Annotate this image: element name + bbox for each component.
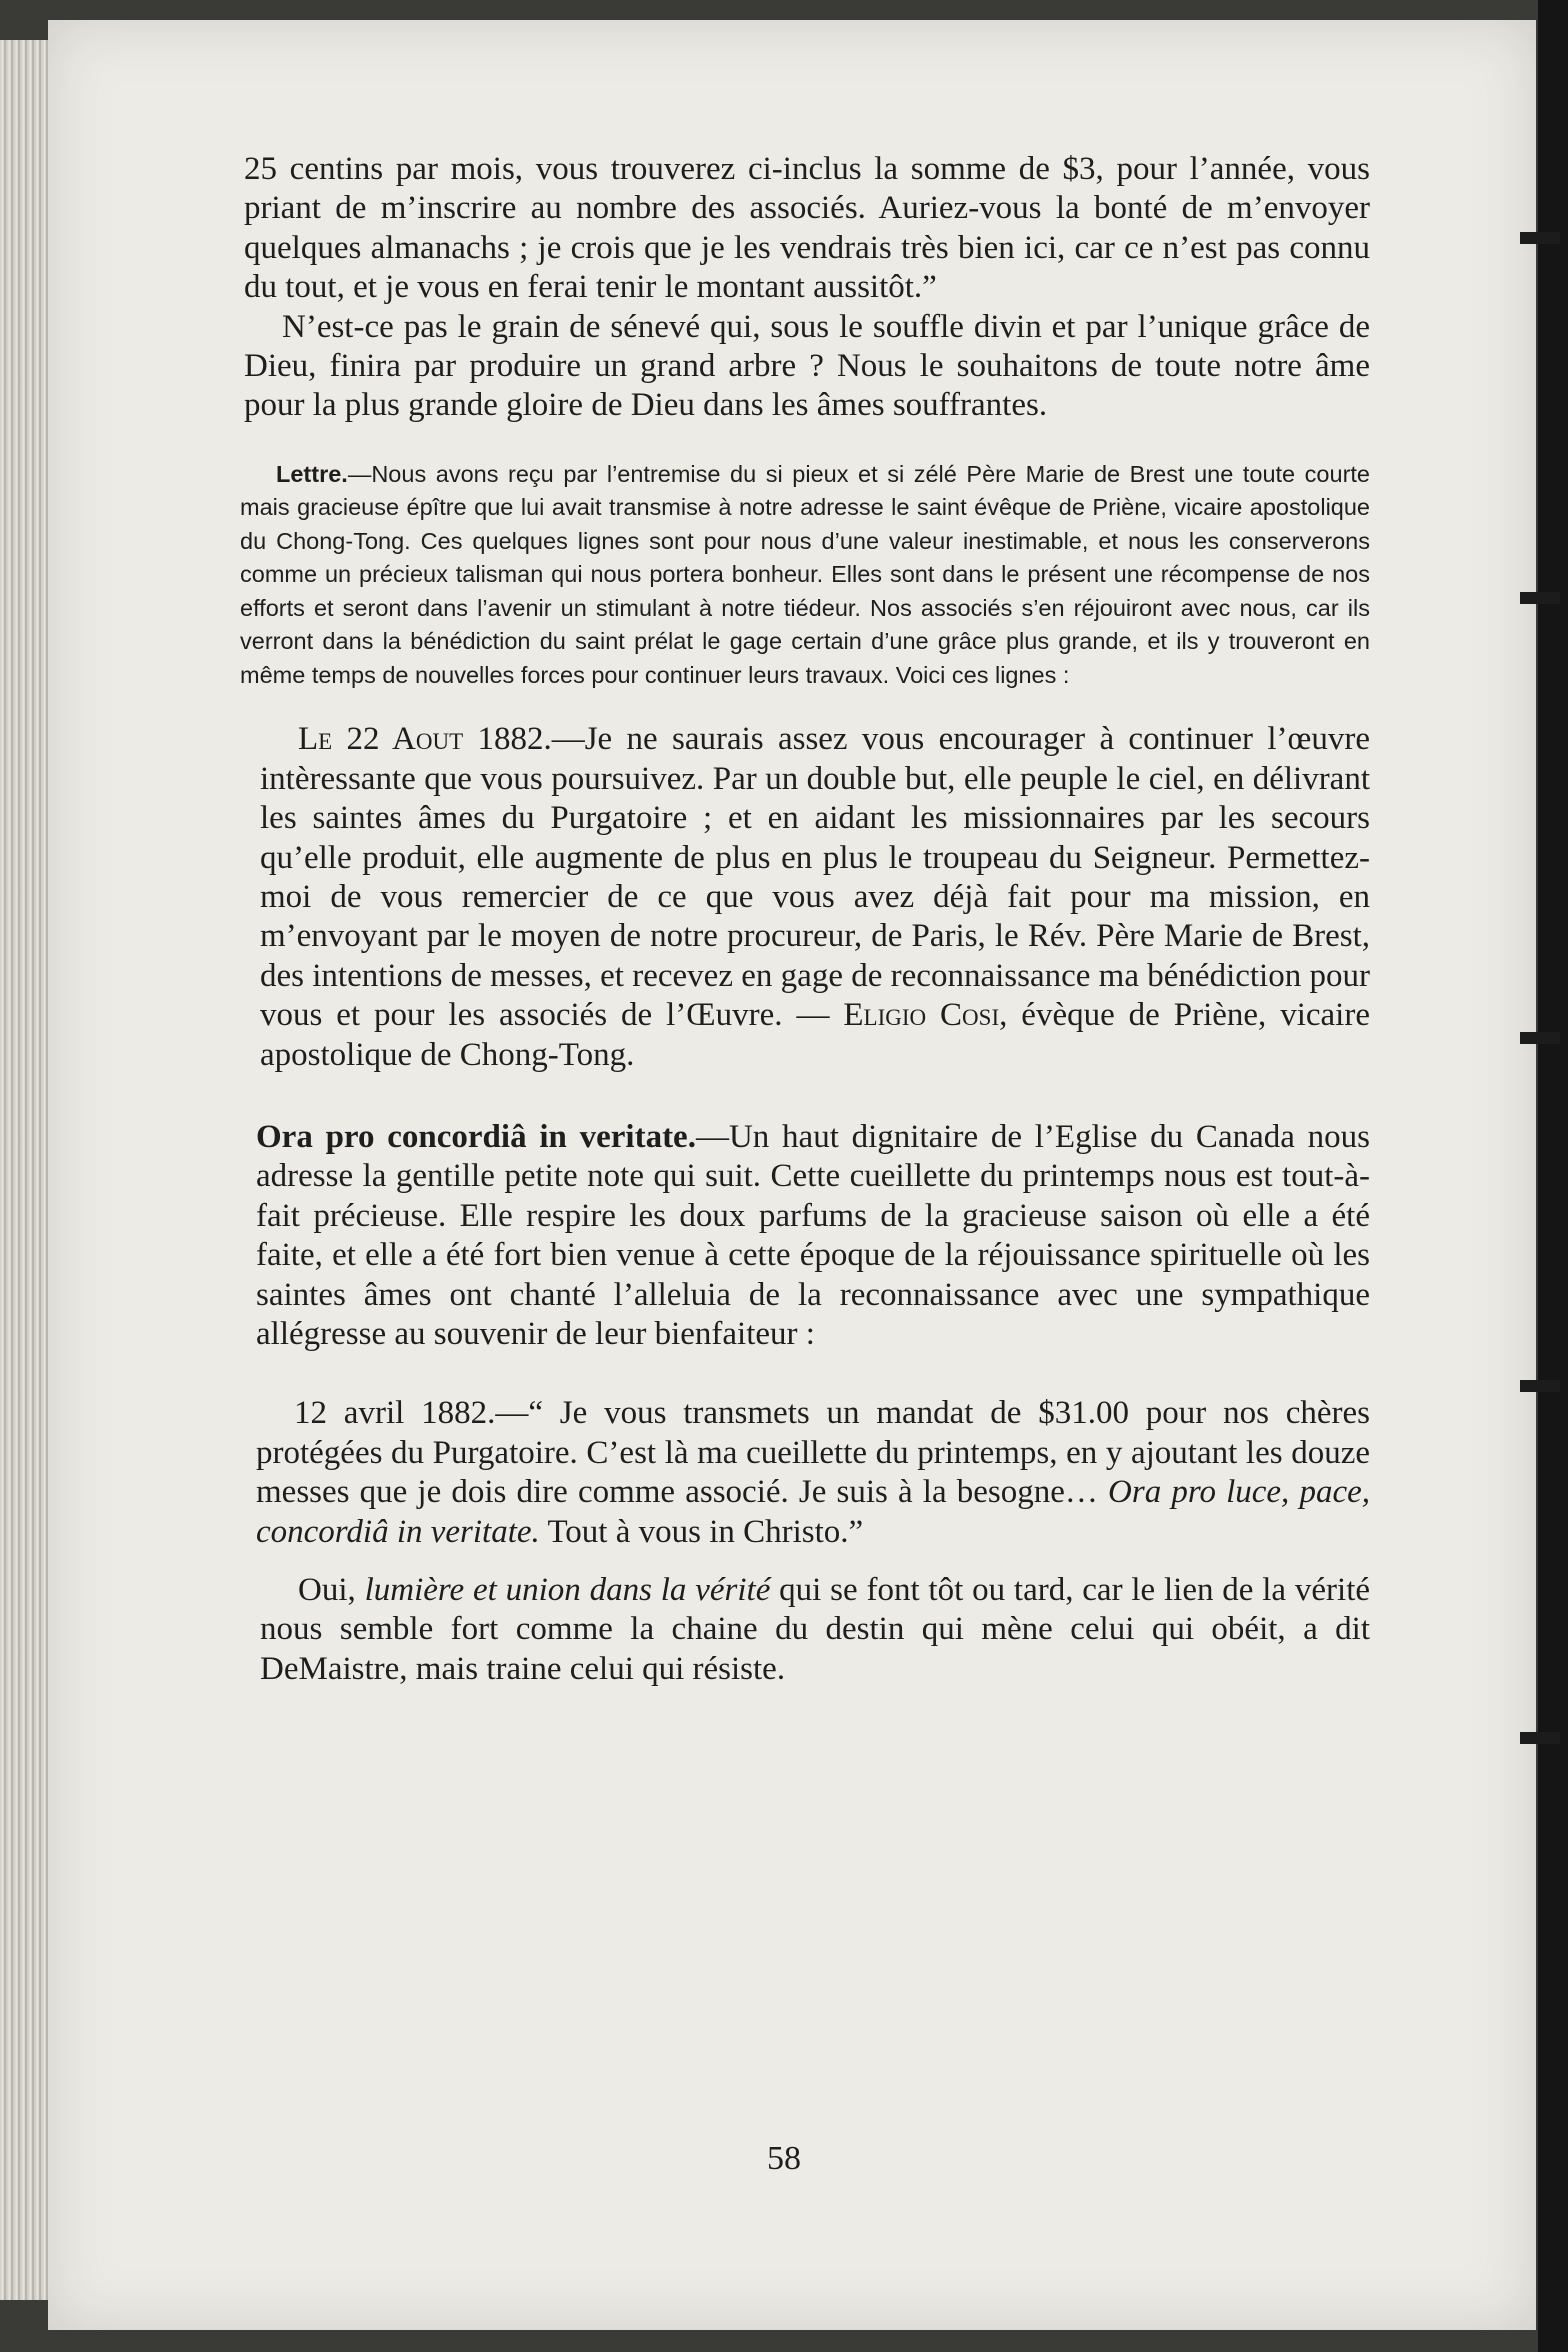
page-text bbox=[190, 150, 1370, 1689]
page-marker bbox=[1520, 1380, 1560, 1392]
page-marker bbox=[1520, 1732, 1560, 1744]
letter-signature: Eligio Cosi bbox=[843, 997, 1000, 1034]
book-right-edge bbox=[1538, 0, 1568, 2352]
page-marker bbox=[1520, 232, 1560, 244]
letter-body: —Je ne saurais assez vous encourager à continuer l’œuvre intèressante que vous poursuivez. Par un double but, elle peuple le ciel, en délivrant les saintes âmes du Purgatoire ; et en aidant les missionnaires par les secours qu’elle produit, elle augmente de plus en plus le troupeau du Seigneur. Permettez-moi de vous remercier de ce que vous avez déjà fait pour ma mission, en m’envoyant par le moyen de notre procureur, de Paris, le Rév. Père Marie de Brest, des intentions de messes, et recevez en gage de reconnaissance ma bénédiction pour vous et pour les associés de l’Œuvre. — bbox=[260, 721, 1370, 1034]
page-marker bbox=[1520, 592, 1560, 604]
ora-text: —Un haut dignitaire de l’Eglise du Canada nous adresse la gentille petite note qui suit. Cette cueillette du printemps nous est tout-à-fait précieuse. Elle respire les doux parfums de la gracieuse saison où elle a été faite, et elle a été fort bien venue à cette époque de la réjouissance spirituelle où les saintes âmes ont chanté l’alleluia de la reconnaissance avec une sympathique allégresse au souvenir de leur bienfaiteur : bbox=[256, 1119, 1370, 1353]
section-ora bbox=[256, 1118, 1370, 1354]
ora-heading: Ora pro concordiâ in veritate. bbox=[256, 1119, 696, 1155]
letter-signature-tail: , évèque de Priène, vicaire apostolique de Chong-Tong. bbox=[260, 997, 1370, 1073]
paragraph-subscription: 25 centins par mois, vous trouverez ci-inclus la somme de $3, pour l’année, vous priant de m’inscrire au nombre des associés. Auriez-vous la bonté de m’envoyer quelques almanachs ; je crois que je les vendrais très bien ici, car ce n’est pas connu du tout, et je vous en ferai tenir le montant aussitôt.” bbox=[244, 151, 1370, 306]
april-note bbox=[256, 1394, 1370, 1552]
final-italic: lumière et union dans la vérité bbox=[364, 1572, 771, 1609]
page-marker bbox=[1520, 1032, 1560, 1044]
final-lead: Oui, bbox=[298, 1572, 365, 1609]
bishop-letter bbox=[260, 720, 1370, 1075]
section-lettre bbox=[240, 458, 1370, 693]
final-paragraph bbox=[260, 1571, 1370, 1689]
april-latin: Ora pro luce, pace, concordiâ in veritate. bbox=[256, 1474, 1370, 1550]
april-text: —“ Je vous transmets un mandat de $31.00 pour nos chères protégées du Purgatoire. C’est là ma cueillette du printemps, en y ajoutant les douze messes que je dois dire comme associé. Je suis à la besogne… bbox=[256, 1395, 1370, 1511]
page-number: 58 bbox=[767, 2140, 801, 2177]
final-text: qui se font tôt ou tard, car le lien de la vérité nous semble fort comme la chaine du destin qui mène celui qui obéit, a dit DeMaistre, mais traine celui qui résiste. bbox=[260, 1572, 1371, 1687]
april-closing: Tout à vous in Christo.” bbox=[539, 1513, 864, 1550]
lettre-text: —Nous avons reçu par l’entremise du si pieux et si zélé Père Marie de Brest une toute courte mais gracieuse épître que lui avait transmise à notre adresse le saint évêque de Priène, vicaire apostolique du Chong-Tong. Ces quelques lignes sont pour nous d’une valeur inestimable, et nous les conserverons comme un précieux talisman qui nous portera bonheur. Elles sont dans le présent une récompense de nos efforts et seront dans l’avenir un stimulant à notre tiédeur. Nos associés s’en réjouiront avec nous, car ils verront dans la bénédiction du saint prélat le gage certain d’une grâce plus grande, et ils y trouveront en même temps de nouvelles forces pour continuer leurs travaux. Voici ces lignes : bbox=[240, 460, 1370, 688]
april-date: 12 avril 1882. bbox=[294, 1395, 496, 1432]
paragraph-mustard-seed: N’est-ce pas le grain de sénevé qui, sous le souffle divin et par l’unique grâce de Dieu, finira par produire un grand arbre ? Nous le souhaitons de toute notre âme pour la plus grande gloire de Dieu dans les âmes souffrantes. bbox=[244, 308, 1370, 424]
letter-date: Le 22 Aout 1882. bbox=[298, 721, 552, 758]
lettre-heading: Lettre. bbox=[276, 460, 348, 487]
